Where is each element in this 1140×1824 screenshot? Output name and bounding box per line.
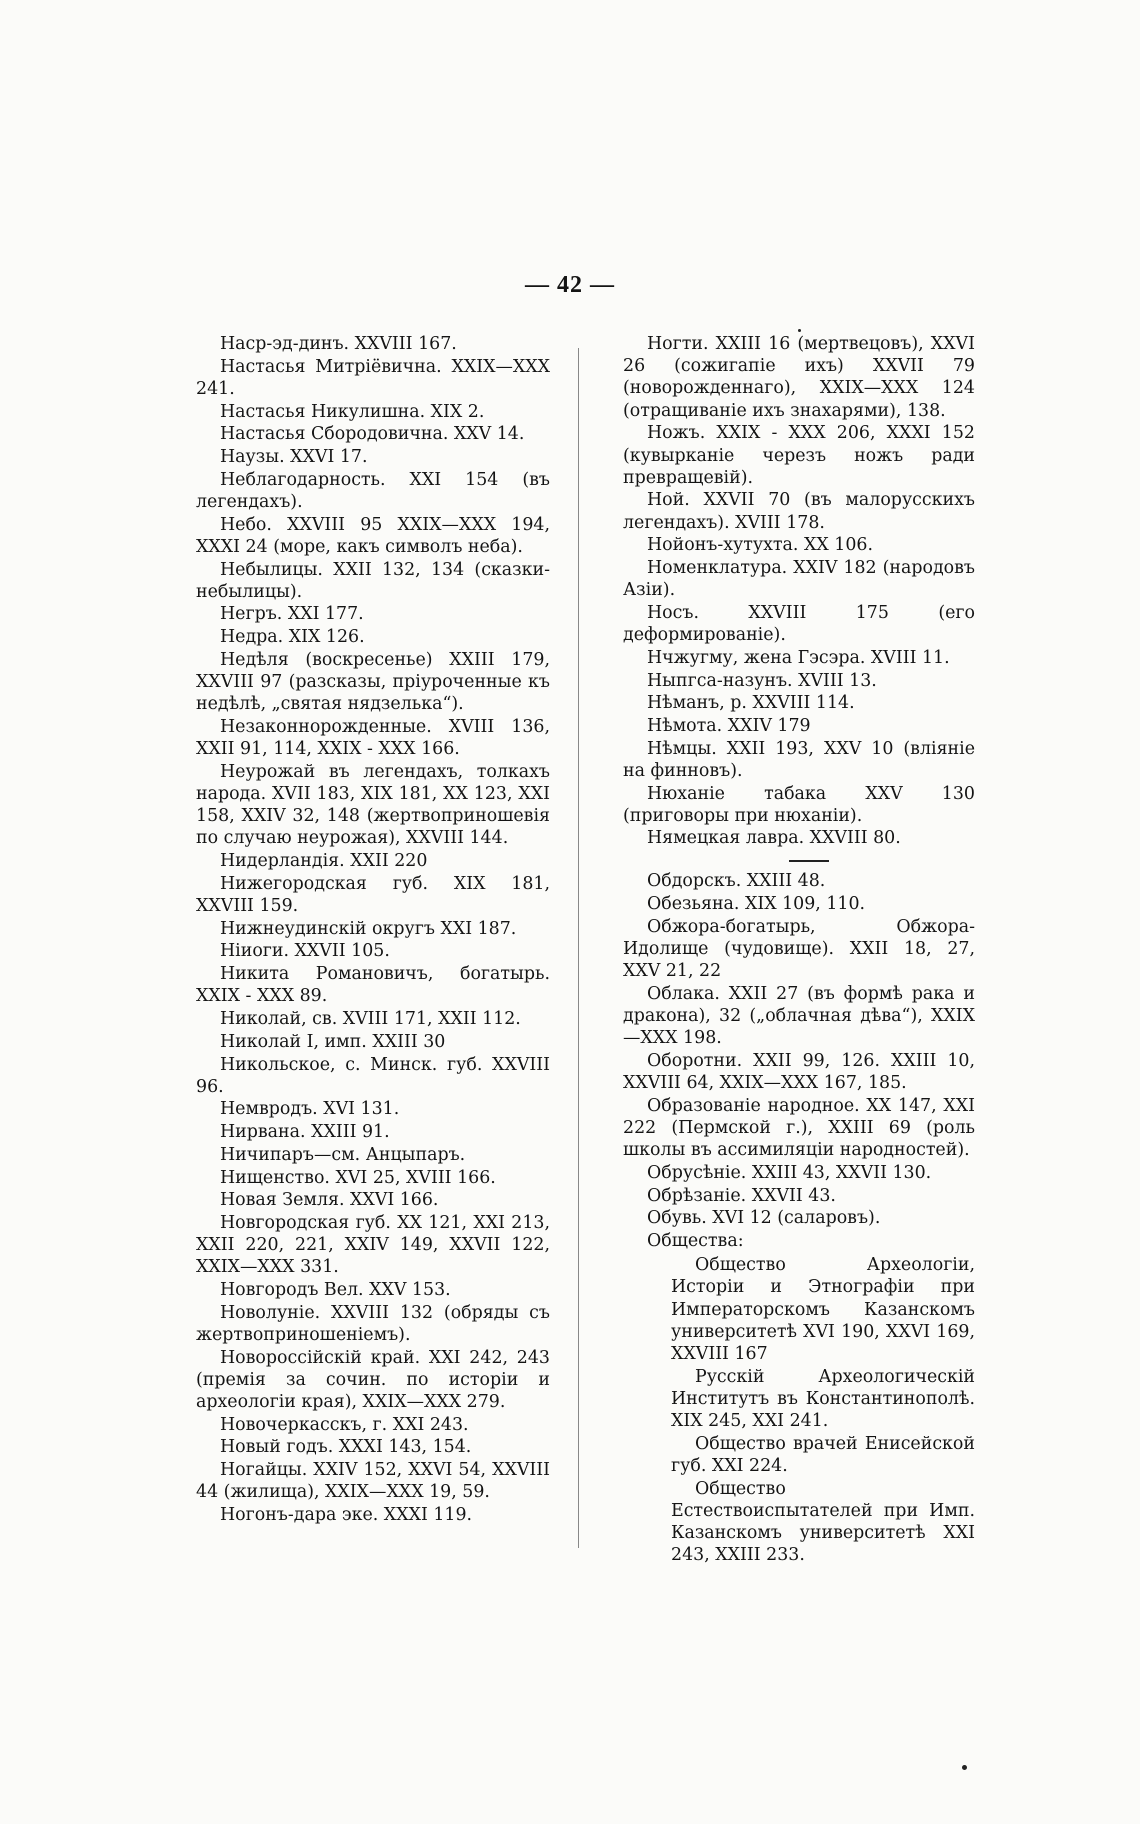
print-speck (962, 1765, 967, 1770)
society-entry: Общество Археологіи, Исторіи и Этнографіи при Императорскомъ Казанскомъ университетѣ XVI 190, XXVI 169, XXVIII 167 (671, 1255, 975, 1364)
index-entry: Носъ. XXVIII 175 (его деформированіе). (623, 602, 975, 646)
index-entry: Ножъ. XXIX - XXX 206, XXXI 152 (кувырканіе черезъ ножъ ради превращевій). (623, 423, 975, 488)
index-entry: Нидерландія. XXII 220 (220, 851, 428, 872)
index-entry: Обдорскъ. XXIII 48. (647, 871, 826, 892)
index-entry: Настасья Митріёвична. XXIX—XXX 241. (196, 356, 550, 399)
index-entry: Ничипаръ—см. Анцыпаръ. (220, 1144, 466, 1165)
print-speck (798, 329, 801, 332)
index-entry: Новгородская губ. XX 121, XXI 213, XXII 220, 221, XXIV 149, XXVII 122, XXIX—XXX 331. (196, 1212, 550, 1278)
index-entry: Ной. XXVII 70 (въ малорусскихъ легендахъ). XVIII 178. (623, 490, 975, 533)
index-entry: Новгородъ Вел. XXV 153. (220, 1280, 451, 1301)
index-entry: Настасья Сбородовична. XXV 14. (220, 424, 525, 445)
index-entry: Обувь. XVI 12 (саларовъ). (647, 1208, 881, 1229)
index-entry: Новороссійскій край. XXI 242, 243 (премія за сочин. по исторіи и археологіи края), XXIX—XXX 279. (196, 1347, 550, 1413)
index-entry: Новочеркасскъ, г. XXI 243. (220, 1414, 469, 1435)
index-entry: Негръ. XXI 177. (220, 604, 364, 625)
index-entry: Недѣля (воскресенье) XXIII 179, XXVIII 97 (разсказы, пріуроченные къ недѣлѣ, „святая нядзелька“). (196, 649, 550, 715)
index-entry: Наузы. XXVI 17. (220, 447, 368, 468)
right-column (623, 333, 975, 1567)
index-entry: Никита Романовичъ, богатырь. XXIX - XXX 89. (196, 964, 550, 1007)
index-entry: Ныпгса-назунъ. XVIII 13. (647, 670, 877, 691)
index-entry: Образованіе народное. XX 147, XXI 222 (Пермской г.), XXIII 69 (роль школы въ ассимиляціи народностей). (623, 1095, 975, 1161)
index-entry: Небо. XXVIII 95 XXIX—XXX 194, XXXI 24 (море, какъ символъ неба). (196, 514, 550, 557)
index-entry: Нѣманъ, р. XXVIII 114. (647, 693, 855, 714)
index-entry: Новая Земля. XXVI 166. (220, 1190, 439, 1211)
index-entry: Ногти. XXIII 16 (мертвецовъ), XXVI 26 (сожигапіе ихъ) XXVII 79 (новорожденнаго), XXIX—XXX 124 (отращиваніе ихъ знахарями), 138. (623, 334, 975, 421)
index-entry: Небылицы. XXII 132, 134 (сказки-небылицы). (196, 559, 550, 602)
left-column (196, 333, 550, 1527)
index-entry: Облака. XXII 27 (въ формѣ рака и дракона), 32 („облачная дѣва“), XXIX—XXX 198. (623, 983, 975, 1049)
index-entry: Нѣмцы. XXII 193, XXV 10 (вліяніе на финновъ). (623, 738, 975, 781)
index-entry: Обрусѣніе. XXIII 43, XXVII 130. (647, 1162, 932, 1183)
society-entry: Общество Естествоиспытателей при Имп. Казанскомъ университетѣ XXI 243, XXIII 233. (671, 1478, 975, 1566)
index-entry: Нѣмота. XXIV 179 (647, 715, 811, 736)
index-entry: Новый годъ. XXXI 143, 154. (220, 1437, 472, 1458)
index-entry: Настасья Никулишна. XIX 2. (220, 401, 485, 422)
societies-heading: Общества: (647, 1230, 744, 1251)
index-entry: Ногонъ-дара эке. XXXI 119. (220, 1505, 473, 1526)
index-entry: Обезьяна. XIX 109, 110. (647, 893, 866, 914)
index-entry: Обрѣзаніе. XXVII 43. (647, 1185, 836, 1206)
index-entry: Номенклатура. XXIV 182 (народовъ Азіи). (623, 558, 975, 601)
index-entry: Недра. XIX 126. (220, 627, 365, 648)
society-entry: Русскій Археологическій Институтъ въ Константинополѣ. XIX 245, XXI 241. (671, 1366, 975, 1432)
index-entry: Ніиоги. XXVII 105. (220, 941, 390, 962)
index-entry: Нюханіе табака XXV 130 (приговоры при нюханіи). (623, 783, 975, 826)
index-entry: Новолуніе. XXVIII 132 (обряды съ жертвоприношеніемъ). (196, 1302, 550, 1345)
index-entry: Наср-эд-динъ. XXVIII 167. (220, 334, 457, 354)
index-entry: Неблагодарность. XXI 154 (въ легендахъ). (196, 469, 550, 512)
index-entry: Нчжугму, жена Гэсэра. XVIII 11. (647, 647, 950, 668)
index-entry: Незаконнорожденные. XVIII 136, XXII 91, 114, XXIX - XXX 166. (196, 716, 550, 760)
index-entry: Николай I, имп. XXIII 30 (220, 1031, 446, 1052)
index-entry: Никольское, с. Минск. губ. XXVIII 96. (196, 1054, 550, 1097)
index-entry: Нойонъ-хутухта. XX 106. (647, 535, 873, 556)
society-entry: Общество врачей Енисейской губ. XXI 224. (671, 1433, 975, 1476)
index-entry: Немвродъ. XVI 131. (220, 1099, 400, 1120)
index-entry: Нижегородская губ. XIX 181, XXVIII 159. (196, 873, 550, 917)
index-entry: Нямецкая лавра. XXVIII 80. (647, 828, 901, 849)
column-divider (578, 348, 579, 1548)
page-number: — 42 — (525, 272, 615, 298)
index-entry: Николай, св. XVIII 171, XXII 112. (220, 1009, 521, 1030)
index-entry: Нищенство. XVI 25, XVIII 166. (220, 1167, 496, 1188)
index-entry: Обжора-богатырь, Обжора-Идолище (чудовище). XXII 18, 27, XXV 21, 22 (623, 916, 975, 981)
index-entry: Нижнеудинскій округъ XXI 187. (220, 918, 517, 939)
index-entry: Нирвана. XXIII 91. (220, 1122, 390, 1143)
section-divider (623, 850, 975, 870)
index-entry: Ногайцы. XXIV 152, XXVI 54, XXVIII 44 (жилища), XXIX—XXX 19, 59. (196, 1460, 550, 1503)
index-entry: Оборотни. XXII 99, 126. XXIII 10, XXVIII 64, XXIX—XXX 167, 185. (623, 1050, 975, 1093)
index-entry: Неурожай въ легендахъ, толкахъ народа. XVII 183, XIX 181, XX 123, XXI 158, XXIV 32, 148 (жертвоприношевія по случаю неурожая), XXVIII 144. (196, 761, 550, 849)
